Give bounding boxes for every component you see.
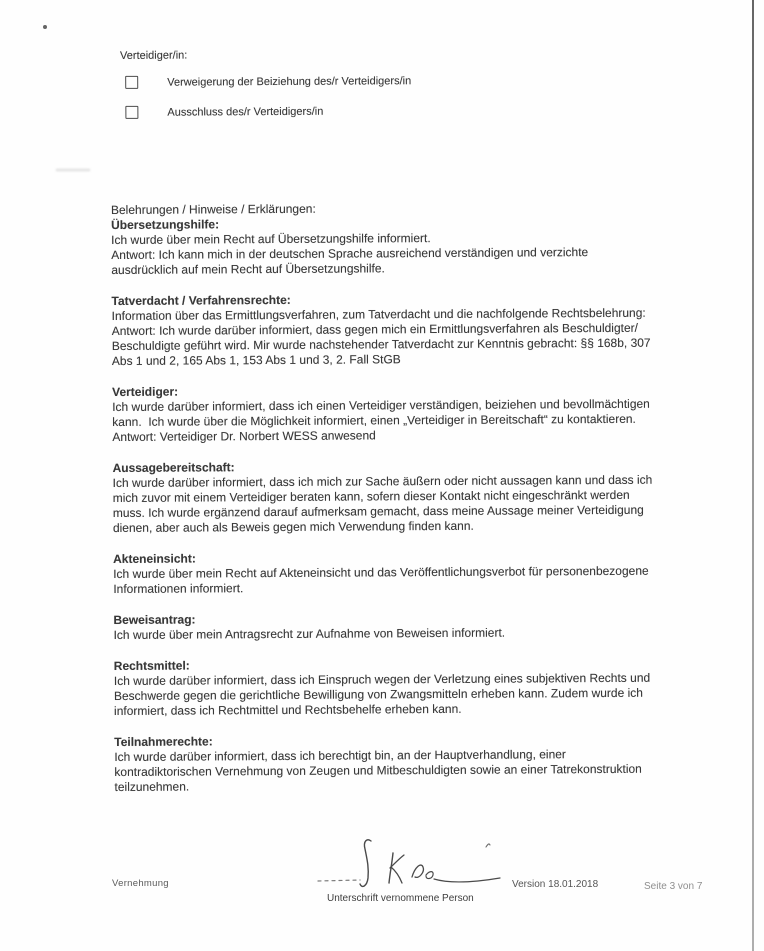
section-body: Ich wurde darüber informiert, dass ich berechtigt bin, an der Hauptverhandlung, einer kontradiktorischen Vernehmung von Zeugen und Mitbeschuldigten sowie an einer Tatrekonstruktion teilzunehmen. — [114, 747, 642, 794]
section-aussagebereitschaft — [113, 457, 753, 536]
footer-doc-type: Vernehmung — [112, 878, 169, 889]
section-body: Ich wurde darüber informiert, dass ich mich zur Sache äußern oder nicht aussagen kann und dass ich mich zuvor mit einem Verteidiger beraten kann, sofern dieser Kontakt nicht eingeschränkt werden muss. Ich wurde ergänzend darauf aufmerksam gemacht, dass meine Aussage meiner Verteidigung dienen, aber auch als Beweis gegen mich Verwendung finden kann. — [112, 472, 653, 535]
section-body: Information über das Ermittlungsverfahren, zum Tatverdacht und die nachfolgende Rechtsbelehrung: Antwort: Ich wurde darüber informiert, dass gegen mich ein Ermittlungsverfahren als Beschuldigter/ Beschuldigte geführt wird. Mir wurde nachstehender Tatverdacht zur Kenntnis gebracht: §§ 168b, 307 Abs 1 und 2, 165 Abs 1, 153 Abs 1 und 3, 2. Fall StGB — [111, 305, 651, 368]
section-akteneinsicht — [113, 548, 753, 597]
section-rechtsmittel — [114, 655, 754, 719]
scan-speck-artifact — [43, 25, 47, 29]
section-body: Ich wurde darüber informiert, dass ich Einspruch wegen der Verletzung eines subjektiven Rechts und Beschwerde gegen die gerichtliche Bewilligung von Zwangsmitteln erheben kann. Zudem wurde ich informiert, dass ich Rechtmittel und Rechtsbehelfe erheben kann. — [113, 670, 651, 718]
advisories-block — [111, 199, 755, 795]
section-body: Ich wurde über mein Antragsrecht zur Aufnahme von Beweisen informiert. — [113, 625, 506, 642]
section-body: Ich wurde darüber informiert, dass ich einen Verteidiger verständigen, beiziehen und bevollmächtigen kann. Ich wurde über die Möglichkeit informiert, einen „Verteidiger in Bereitschaft“ zu kontaktieren. Antwort: Verteidiger Dr. Norbert WESS anwesend — [112, 396, 650, 444]
defender-section-label: Verteidiger/in: — [119, 49, 188, 62]
defender-option-row — [125, 102, 750, 119]
section-heading: Beweisantrag: — [113, 612, 196, 627]
section-uebersetzungshilfe — [111, 214, 751, 278]
section-heading: Teilnahmerechte: — [114, 734, 213, 749]
checkbox-label-verweigerung: Verweigerung der Beiziehung des/r Verteidigers/in — [167, 74, 412, 89]
signature-caption: Unterschrift vernommene Person — [327, 893, 474, 904]
section-verteidiger — [112, 381, 752, 445]
footer-version: Version 18.01.2018 — [512, 879, 599, 890]
footer-page-indicator: Seite 3 von 7 — [644, 881, 703, 892]
section-heading: Verteidiger: — [112, 384, 179, 399]
section-tatverdacht — [111, 290, 751, 369]
section-body: Ich wurde über mein Recht auf Akteneinsicht und das Veröffentlichungsverbot für personenbezogene Informationen informiert. — [113, 563, 649, 596]
advisories-intro-line: Belehrungen / Hinweise / Erklärungen: — [110, 201, 316, 217]
signature-dotted-line — [318, 880, 360, 881]
defender-option-row — [125, 72, 750, 89]
section-heading: Übersetzungshilfe: — [111, 217, 220, 232]
section-body: Ich wurde über mein Recht auf Übersetzungshilfe informiert. Antwort: Ich kann mich in der deutschen Sprache ausreichend verständigen und verzichte ausdrücklich auf mein Recht auf Übersetzungshilfe. — [111, 231, 589, 277]
section-heading: Rechtsmittel: — [113, 658, 190, 673]
document-content — [110, 46, 755, 795]
section-heading: Aussagebereitschaft: — [112, 460, 235, 475]
checkbox-ausschluss[interactable] — [125, 106, 138, 119]
section-beweisantrag — [113, 609, 753, 643]
checkbox-label-ausschluss: Ausschluss des/r Verteidigers/in — [167, 105, 324, 119]
section-teilnahmerechte — [114, 731, 754, 795]
section-heading: Akteneinsicht: — [113, 551, 196, 566]
checkbox-verweigerung[interactable] — [125, 76, 138, 89]
signature-handwriting — [316, 834, 516, 896]
section-heading: Tatverdacht / Verfahrensrechte: — [111, 292, 291, 308]
scan-smudge-artifact — [56, 169, 90, 171]
